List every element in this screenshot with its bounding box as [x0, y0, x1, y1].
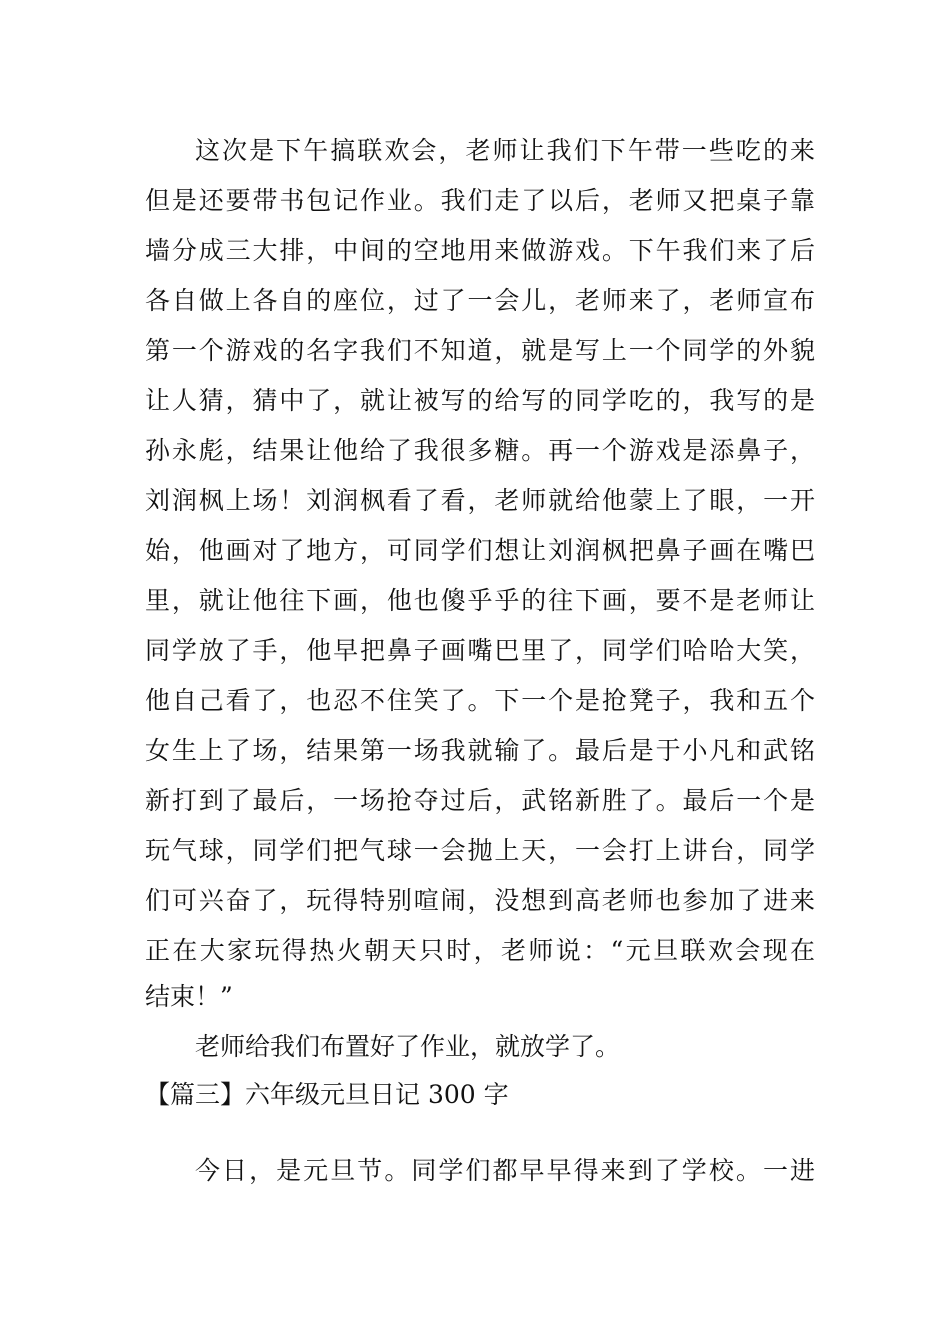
- paragraph-1-line-11: 同学放了手，他早把鼻子画嘴巴里了，同学们哈哈大笑，: [145, 636, 815, 665]
- paragraph-1-line-15: 玩气球，同学们把气球一会抛上天，一会打上讲台，同学: [145, 836, 815, 865]
- paragraph-1-line-4: 各自做上各自的座位，过了一会儿，老师来了，老师宣布: [145, 286, 815, 315]
- paragraph-1-line-16: 们可兴奋了，玩得特别喧闹，没想到高老师也参加了进来: [145, 886, 815, 915]
- paragraph-1-line-10: 里，就让他往下画，他也傻乎乎的往下画，要不是老师让: [145, 586, 815, 615]
- paragraph-1-line-5: 第一个游戏的名字我们不知道，就是写上一个同学的外貌: [145, 336, 815, 365]
- paragraph-1-line-7: 孙永彪，结果让他给了我很多糖。再一个游戏是添鼻子，: [145, 436, 815, 465]
- paragraph-1-line-8: 刘润枫上场！刘润枫看了看，老师就给他蒙上了眼，一开: [145, 486, 815, 515]
- paragraph-1-line-6: 让人猜，猜中了，就让被写的给写的同学吃的，我写的是: [145, 386, 815, 415]
- paragraph-1-line-17: 正在大家玩得热火朝天只时，老师说：“元旦联欢会现在: [145, 936, 815, 965]
- paragraph-1-line-12: 他自己看了，也忍不住笑了。下一个是抢凳子，我和五个: [145, 686, 815, 715]
- paragraph-1-line-14: 新打到了最后，一场抢夺过后，武铭新胜了。最后一个是: [145, 786, 815, 815]
- paragraph-3-line-1: 今日，是元旦节。同学们都早早得来到了学校。一进: [195, 1156, 815, 1185]
- paragraph-1-line-2: 但是还要带书包记作业。我们走了以后，老师又把桌子靠: [145, 186, 815, 215]
- paragraph-1-line-1: 这次是下午搞联欢会，老师让我们下午带一些吃的来: [195, 136, 815, 165]
- paragraph-2: 老师给我们布置好了作业，就放学了。: [195, 1032, 621, 1061]
- paragraph-1-line-18: 结束！”: [145, 982, 233, 1011]
- section-heading: 【篇三】六年级元旦日记 300 字: [145, 1080, 509, 1109]
- paragraph-1-line-3: 墙分成三大排，中间的空地用来做游戏。下午我们来了后: [145, 236, 815, 265]
- paragraph-1-line-9: 始，他画对了地方，可同学们想让刘润枫把鼻子画在嘴巴: [145, 536, 815, 565]
- paragraph-1-line-13: 女生上了场，结果第一场我就输了。最后是于小凡和武铭: [145, 736, 815, 765]
